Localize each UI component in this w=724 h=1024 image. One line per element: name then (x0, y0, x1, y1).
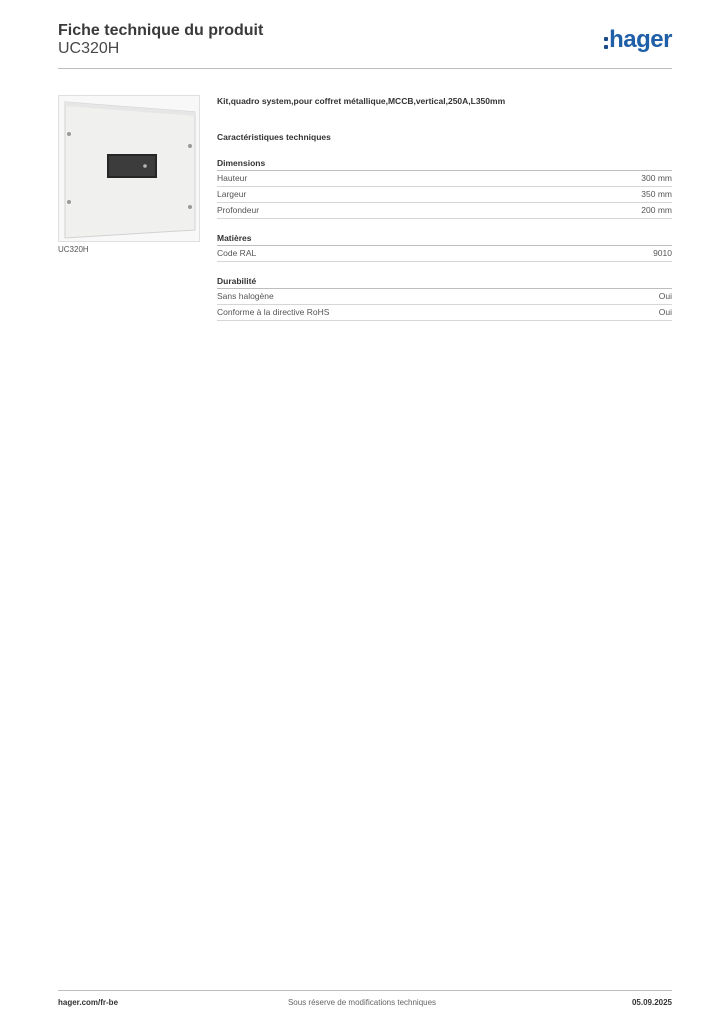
footer-divider (58, 990, 672, 991)
header-divider (58, 68, 672, 69)
logo-colon-icon (604, 32, 608, 49)
spec-label: Code RAL (217, 248, 257, 258)
group-title: Durabilité (217, 276, 672, 289)
spec-value: Oui (658, 291, 672, 301)
product-description: Kit,quadro system,pour coffret métallique,MCCB,vertical,250A,L350mm (217, 96, 506, 106)
spec-group-materials (217, 233, 672, 262)
spec-row (217, 187, 672, 203)
logo-text: hager (609, 26, 672, 53)
product-image (58, 95, 200, 242)
spec-row (217, 246, 672, 262)
spec-value: 350 mm (641, 189, 672, 199)
image-caption: UC320H (58, 245, 89, 254)
spec-row (217, 305, 672, 321)
product-code: UC320H (58, 40, 120, 57)
spec-value: 300 mm (641, 173, 672, 183)
spec-group-dimensions (217, 158, 672, 219)
spec-row (217, 289, 672, 305)
spec-value: Oui (658, 307, 672, 317)
spec-group-durability (217, 276, 672, 321)
product-panel-illustration (59, 96, 199, 241)
spec-label: Sans halogène (217, 291, 274, 301)
footer-website-link[interactable]: hager.com/fr-be (58, 998, 119, 1007)
spec-value: 200 mm (641, 205, 672, 215)
specs-section-title: Caractéristiques techniques (217, 132, 331, 142)
spec-label: Profondeur (217, 205, 260, 215)
spec-label: Conforme à la directive RoHS (217, 307, 330, 317)
page-title: Fiche technique du produit (58, 22, 264, 39)
hager-logo (604, 28, 672, 52)
spec-label: Largeur (217, 189, 247, 199)
spec-row (217, 171, 672, 187)
spec-content (217, 96, 672, 321)
footer-disclaimer: Sous réserve de modifications techniques (287, 998, 437, 1007)
spec-label: Hauteur (217, 173, 248, 183)
spec-row (217, 203, 672, 219)
spec-value: 9010 (653, 248, 672, 258)
group-title: Dimensions (217, 158, 672, 171)
group-title: Matières (217, 233, 672, 246)
footer-date: 05.09.2025 (631, 998, 672, 1007)
